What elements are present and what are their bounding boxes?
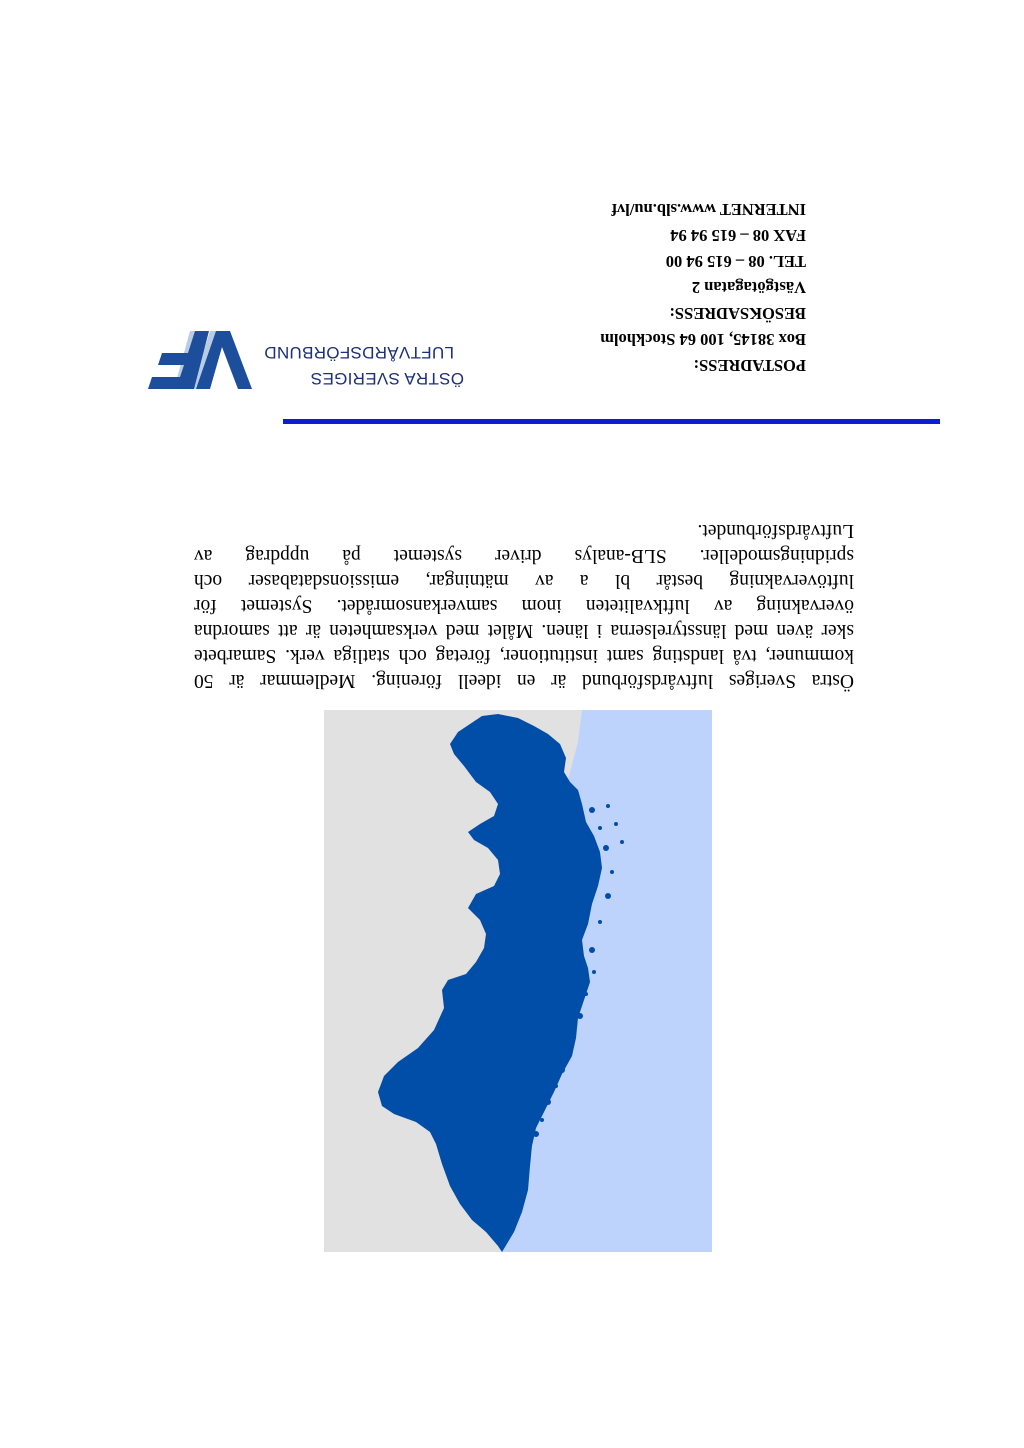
region-map-graphic [324, 710, 712, 1252]
visit-address: Västgötagatan 2 [691, 278, 806, 297]
visit-heading: BESÖKSADRESS: [669, 304, 806, 323]
logo-org-name-line1: ÖSTRA SVERIGES [310, 369, 464, 388]
paragraph-line: Luftvårdsförbundet. [697, 520, 854, 541]
header-divider [283, 419, 940, 424]
phone-number: TEL. 08 – 615 94 00 [665, 252, 806, 271]
paragraph-line: kommuner, två landsting samt institutioner, företag och statliga verk. Samarbete [194, 645, 854, 666]
paragraph-line: sker även med länsstyrelserna i länen. Målet med verksamheten är att samordna [194, 620, 854, 641]
paragraph-line: Östra Sveriges luftvårdsförbund är en ideell förening. Medlemmar är 50 [194, 670, 854, 691]
website-link[interactable]: INTERNET www.slb.nu/lvf [611, 200, 806, 219]
paragraph-line: övervakning av luftkvaliteten inom samverkansområdet. Systemet för [194, 595, 854, 616]
logo-org-name-line2: LUFTVÅRDSFÖRBUND [264, 343, 454, 362]
lvf-logo-icon [146, 329, 252, 391]
postal-address: Box 38145, 100 64 Stockholm [600, 330, 806, 349]
contact-info [566, 196, 806, 378]
paragraph-line: luftövervakning består bl a av mätningar, emissionsdatabaser och [194, 570, 854, 591]
postal-heading: POSTADRESS: [693, 356, 806, 375]
region-map [324, 710, 712, 1252]
paragraph-line: spridningsmodeller. SLB-analys driver systemet på uppdrag av [194, 545, 854, 566]
organization-logo [194, 328, 464, 398]
fax-number: FAX 08 – 615 94 94 [670, 226, 806, 245]
description-paragraph [194, 518, 854, 693]
